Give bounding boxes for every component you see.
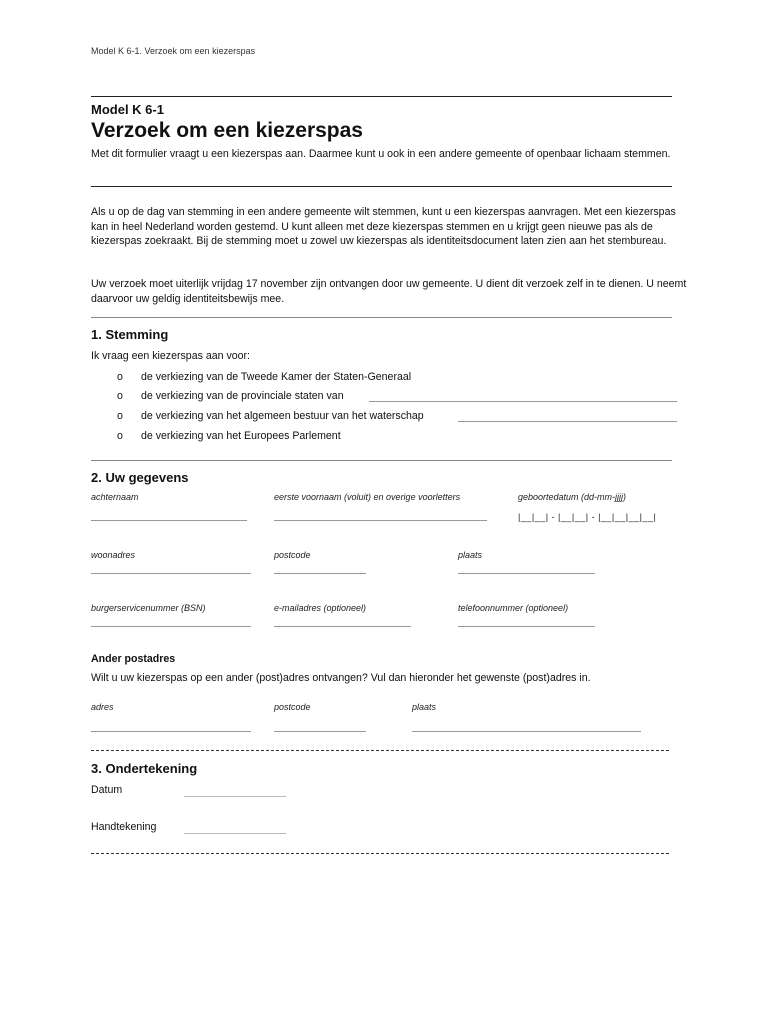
alt-city-label: plaats bbox=[412, 702, 437, 712]
email-label: e-mailadres (optioneel) bbox=[274, 603, 367, 613]
option-label: de verkiezing van de provinciale staten van bbox=[141, 390, 344, 402]
alt-address-lead: Wilt u uw kiezerspas op een ander (post)adres ontvangen? Vul dan hieronder het gewenste (post)adres in. bbox=[91, 672, 591, 684]
alt-city-input[interactable] bbox=[412, 731, 641, 732]
option-provinciale-staten[interactable] bbox=[117, 390, 344, 402]
alt-postcode-input[interactable] bbox=[274, 731, 366, 732]
checkbox-circle-icon[interactable]: o bbox=[117, 390, 123, 402]
signature-label: Handtekening bbox=[91, 821, 157, 833]
alt-postcode-label: postcode bbox=[274, 702, 311, 712]
checkbox-circle-icon[interactable]: o bbox=[117, 371, 123, 383]
divider bbox=[91, 460, 672, 461]
birth-date-label: geboortedatum (dd-mm-jjjj) bbox=[518, 492, 627, 502]
surname-label: achternaam bbox=[91, 492, 139, 502]
model-number: Model K 6-1 bbox=[91, 102, 164, 117]
page-title: Verzoek om een kiezerspas bbox=[91, 119, 363, 142]
intro-text: Met dit formulier vraagt u een kiezerspas aan. Daarmee kunt u ook in een andere gemeente of openbaar lichaam stemmen. bbox=[91, 148, 671, 160]
section-title-stemming: 1. Stemming bbox=[91, 327, 169, 342]
waterschap-input[interactable] bbox=[458, 421, 677, 422]
postcode-input[interactable] bbox=[274, 573, 366, 574]
bsn-label: burgerservicenummer (BSN) bbox=[91, 603, 206, 613]
divider bbox=[91, 186, 672, 187]
info-paragraph-1: Als u op de dag van stemming in een andere gemeente wilt stemmen, kunt u een kiezerspas aanvragen. Met een kiezerspas kan in heel Nederland worden gestemd. U kunt alleen met deze kiezerspas stemmen en u krijgt geen nieuwe pas als de kiezerspas zoekraakt. Bij de stemming moet u zowel uw kiezerspas als identiteitsdocument laten zien aan het stembureau. bbox=[91, 206, 676, 247]
birth-date-input[interactable]: |__|__| - |__|__| - |__|__|__|__| bbox=[518, 512, 657, 522]
bsn-input[interactable] bbox=[91, 626, 251, 627]
city-label: plaats bbox=[458, 550, 483, 560]
option-europees-parlement[interactable] bbox=[117, 430, 341, 442]
divider bbox=[91, 853, 669, 854]
first-name-input[interactable] bbox=[274, 520, 487, 521]
signature-input[interactable] bbox=[184, 833, 286, 834]
city-input[interactable] bbox=[458, 573, 595, 574]
postcode-label: postcode bbox=[274, 550, 311, 560]
running-header: Model K 6-1. Verzoek om een kiezerspas bbox=[91, 46, 256, 56]
alt-address-label: adres bbox=[91, 702, 114, 712]
section-title-gegevens: 2. Uw gegevens bbox=[91, 470, 189, 485]
divider bbox=[91, 750, 669, 751]
alt-address-input[interactable] bbox=[91, 731, 251, 732]
divider bbox=[91, 317, 672, 318]
date-input[interactable] bbox=[184, 796, 286, 797]
email-input[interactable] bbox=[274, 626, 411, 627]
section-title-ondertekening: 3. Ondertekening bbox=[91, 761, 198, 776]
first-name-label: eerste voornaam (voluit) en overige voorletters bbox=[274, 492, 461, 502]
section-lead: Ik vraag een kiezerspas aan voor: bbox=[91, 350, 250, 362]
address-label: woonadres bbox=[91, 550, 136, 560]
checkbox-circle-icon[interactable]: o bbox=[117, 430, 123, 442]
option-label: de verkiezing van de Tweede Kamer der Staten-Generaal bbox=[141, 371, 412, 383]
checkbox-circle-icon[interactable]: o bbox=[117, 410, 123, 422]
address-input[interactable] bbox=[91, 573, 251, 574]
province-input[interactable] bbox=[369, 401, 677, 402]
date-label: Datum bbox=[91, 784, 123, 796]
phone-input[interactable] bbox=[458, 626, 595, 627]
option-label: de verkiezing van het Europees Parlement bbox=[141, 430, 341, 442]
surname-input[interactable] bbox=[91, 520, 247, 521]
option-label: de verkiezing van het algemeen bestuur van het waterschap bbox=[141, 410, 424, 422]
alt-address-title: Ander postadres bbox=[91, 653, 176, 665]
option-waterschap[interactable] bbox=[117, 410, 424, 422]
divider bbox=[91, 96, 672, 97]
info-paragraph-2: Uw verzoek moet uiterlijk vrijdag 17 november zijn ontvangen door uw gemeente. U dient dit verzoek zelf in te dienen. U neemt daarvoor uw geldig identiteitsbewijs mee. bbox=[91, 278, 687, 305]
option-tweede-kamer[interactable] bbox=[117, 371, 411, 383]
phone-label: telefoonnummer (optioneel) bbox=[458, 603, 569, 613]
